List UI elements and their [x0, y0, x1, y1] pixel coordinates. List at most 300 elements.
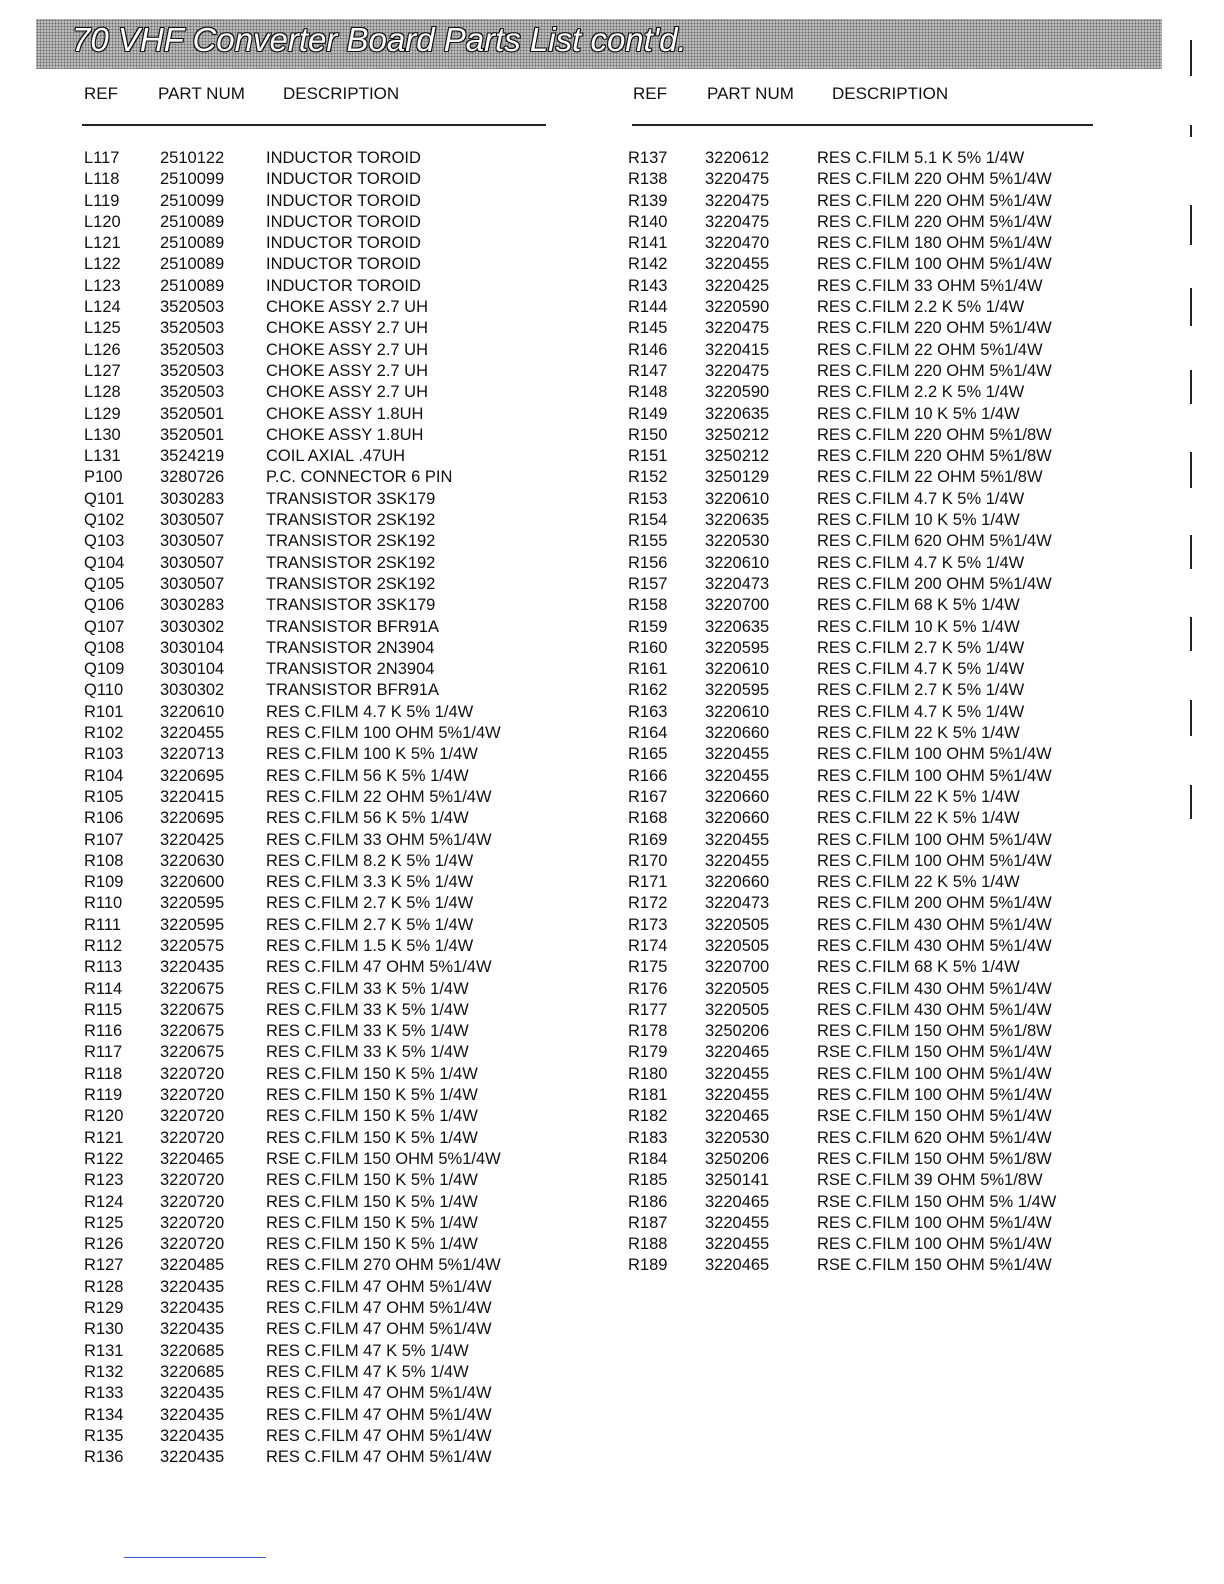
part-description: RES C.FILM 220 OHM 5%1/4W — [817, 191, 1052, 210]
part-ref: L124 — [84, 298, 121, 317]
parts-row — [84, 467, 564, 488]
part-number: 3030104 — [160, 660, 225, 679]
part-description: RES C.FILM 10 K 5% 1/4W — [817, 511, 1020, 530]
part-number: 3220465 — [705, 1256, 770, 1275]
part-description: RES C.FILM 33 K 5% 1/4W — [266, 1022, 469, 1041]
part-number: 3220713 — [160, 745, 225, 764]
part-ref: R109 — [84, 873, 124, 892]
part-ref: R157 — [628, 574, 668, 593]
parts-row — [628, 702, 1098, 723]
margin-tick — [1190, 40, 1192, 76]
part-description: RES C.FILM 150 K 5% 1/4W — [266, 1128, 478, 1147]
part-number: 3030507 — [160, 574, 225, 593]
parts-row — [628, 148, 1098, 169]
part-description: RES C.FILM 22 OHM 5%1/4W — [266, 787, 492, 806]
part-description: CHOKE ASSY 2.7 UH — [266, 361, 429, 380]
part-number: 3220505 — [705, 1000, 770, 1019]
parts-row — [84, 446, 564, 467]
parts-row — [84, 851, 564, 872]
part-number: 3220675 — [160, 1043, 225, 1062]
part-description: RSE C.FILM 150 OHM 5%1/4W — [817, 1107, 1052, 1126]
part-description: RES C.FILM 47 OHM 5%1/4W — [266, 1277, 492, 1296]
part-number: 3220720 — [160, 1171, 225, 1190]
part-ref: R172 — [628, 894, 668, 913]
part-ref: R162 — [628, 681, 668, 700]
part-number: 3220720 — [160, 1192, 225, 1211]
part-ref: Q102 — [84, 511, 125, 530]
part-ref: R117 — [84, 1043, 123, 1062]
parts-row — [628, 212, 1098, 233]
part-number: 3220695 — [160, 809, 225, 828]
part-description: RSE C.FILM 150 OHM 5% 1/4W — [817, 1192, 1057, 1211]
part-number: 3220470 — [705, 234, 770, 253]
part-description: CHOKE ASSY 1.8UH — [266, 404, 424, 423]
part-description: RES C.FILM 150 K 5% 1/4W — [266, 1171, 478, 1190]
part-number: 3220455 — [705, 1086, 770, 1105]
part-number: 3220595 — [160, 915, 225, 934]
parts-row — [84, 1149, 564, 1170]
part-number: 3220415 — [705, 340, 770, 359]
parts-row — [628, 766, 1098, 787]
part-ref: R108 — [84, 851, 124, 870]
part-ref: R138 — [628, 170, 668, 189]
parts-row — [84, 1405, 564, 1426]
part-ref: R128 — [84, 1277, 124, 1296]
parts-row — [84, 297, 564, 318]
part-description: RES C.FILM 220 OHM 5%1/8W — [817, 447, 1052, 466]
part-description: RES C.FILM 430 OHM 5%1/4W — [817, 936, 1052, 955]
part-ref: R147 — [628, 361, 668, 380]
part-number: 3220635 — [705, 511, 770, 530]
part-ref: R156 — [628, 553, 668, 572]
part-description: TRANSISTOR 2SK192 — [266, 511, 436, 530]
part-number: 3220660 — [705, 809, 770, 828]
part-description: TRANSISTOR 3SK179 — [266, 596, 436, 615]
part-ref: L118 — [84, 170, 120, 189]
part-number: 3220595 — [705, 638, 770, 657]
parts-row — [84, 1362, 564, 1383]
part-ref: R124 — [84, 1192, 124, 1211]
part-description: RES C.FILM 47 OHM 5%1/4W — [266, 1320, 492, 1339]
part-ref: R179 — [628, 1043, 668, 1062]
part-number: 3220475 — [705, 361, 770, 380]
part-description: RES C.FILM 220 OHM 5%1/4W — [817, 319, 1052, 338]
part-description: RES C.FILM 4.7 K 5% 1/4W — [817, 702, 1025, 721]
part-number: 3220435 — [160, 1426, 225, 1445]
margin-mark — [1190, 452, 1192, 488]
part-ref: R146 — [628, 340, 668, 359]
parts-row — [84, 212, 564, 233]
part-number: 3220425 — [160, 830, 225, 849]
part-ref: R144 — [628, 298, 668, 317]
parts-row — [84, 915, 564, 936]
part-number: 2510122 — [160, 149, 225, 167]
part-number: 3220695 — [160, 766, 225, 785]
parts-row — [84, 361, 564, 382]
part-number: 3220675 — [160, 1022, 225, 1041]
part-description: RES C.FILM 150 K 5% 1/4W — [266, 1107, 478, 1126]
part-number: 3220485 — [160, 1256, 225, 1275]
part-number: 3030283 — [160, 596, 225, 615]
part-number: 3520503 — [160, 383, 225, 402]
part-description: RES C.FILM 2.7 K 5% 1/4W — [817, 681, 1025, 700]
part-ref: R119 — [84, 1086, 123, 1105]
parts-row — [84, 595, 564, 616]
part-ref: Q108 — [84, 638, 125, 657]
part-ref: Q107 — [84, 617, 125, 636]
part-number: 3280726 — [160, 468, 225, 487]
parts-row — [84, 723, 564, 744]
part-description: RES C.FILM 270 OHM 5%1/4W — [266, 1256, 501, 1275]
part-number: 3220455 — [705, 1064, 770, 1083]
parts-row — [84, 1000, 564, 1021]
part-description: RES C.FILM 150 K 5% 1/4W — [266, 1213, 478, 1232]
part-description: INDUCTOR TOROID — [266, 212, 421, 231]
part-ref: R174 — [628, 936, 668, 955]
part-ref: R170 — [628, 851, 668, 870]
part-ref: R163 — [628, 702, 668, 721]
parts-row — [84, 872, 564, 893]
part-number: 3220720 — [160, 1086, 225, 1105]
part-description: RES C.FILM 100 OHM 5%1/4W — [817, 830, 1052, 849]
part-description: RES C.FILM 8.2 K 5% 1/4W — [266, 851, 474, 870]
part-description: RSE C.FILM 150 OHM 5%1/4W — [266, 1149, 501, 1168]
parts-row — [628, 723, 1098, 744]
part-number: 3030302 — [160, 681, 225, 700]
margin-mark — [1190, 617, 1192, 651]
parts-row — [84, 1106, 564, 1127]
part-number: 3220660 — [705, 873, 770, 892]
part-number: 3220455 — [705, 255, 770, 274]
part-number: 3220475 — [705, 170, 770, 189]
parts-row — [628, 1064, 1098, 1085]
part-number: 3220455 — [705, 766, 770, 785]
part-description: RES C.FILM 4.7 K 5% 1/4W — [817, 489, 1025, 508]
part-number: 3524219 — [160, 447, 225, 466]
part-ref: R129 — [84, 1299, 124, 1318]
part-description: INDUCTOR TOROID — [266, 234, 421, 253]
parts-row — [84, 169, 564, 190]
parts-row — [628, 872, 1098, 893]
part-description: RES C.FILM 430 OHM 5%1/4W — [817, 979, 1052, 998]
part-description: RES C.FILM 2.2 K 5% 1/4W — [817, 298, 1025, 317]
part-description: RES C.FILM 100 OHM 5%1/4W — [817, 255, 1052, 274]
part-number: 3220575 — [160, 936, 225, 955]
parts-row — [84, 1277, 564, 1298]
parts-row — [628, 191, 1098, 212]
parts-row — [628, 1255, 1098, 1276]
parts-row — [628, 531, 1098, 552]
part-description: RES C.FILM 220 OHM 5%1/8W — [817, 425, 1052, 444]
part-description: RES C.FILM 10 K 5% 1/4W — [817, 617, 1020, 636]
parts-row — [84, 574, 564, 595]
parts-row — [628, 467, 1098, 488]
parts-row — [628, 404, 1098, 425]
part-description: RES C.FILM 150 OHM 5%1/8W — [817, 1022, 1052, 1041]
parts-row — [628, 276, 1098, 297]
parts-row — [84, 1298, 564, 1319]
part-number: 3220595 — [160, 894, 225, 913]
part-number: 3220455 — [705, 851, 770, 870]
parts-row — [628, 1106, 1098, 1127]
part-number: 3220475 — [705, 319, 770, 338]
part-ref: R102 — [84, 724, 124, 743]
part-description: RES C.FILM 33 K 5% 1/4W — [266, 1000, 469, 1019]
part-description: RES C.FILM 47 OHM 5%1/4W — [266, 958, 492, 977]
part-number: 3220610 — [705, 489, 770, 508]
part-number: 3220720 — [160, 1064, 225, 1083]
parts-row — [628, 297, 1098, 318]
parts-row — [628, 340, 1098, 361]
parts-row — [84, 830, 564, 851]
part-description: RES C.FILM 200 OHM 5%1/4W — [817, 574, 1052, 593]
part-number: 3220635 — [705, 617, 770, 636]
parts-row — [84, 318, 564, 339]
part-ref: R116 — [84, 1022, 123, 1041]
part-description: RES C.FILM 3.3 K 5% 1/4W — [266, 873, 474, 892]
part-description: RES C.FILM 620 OHM 5%1/4W — [817, 532, 1052, 551]
part-ref: R183 — [628, 1128, 668, 1147]
part-number: 3220635 — [705, 404, 770, 423]
part-number: 3220425 — [705, 276, 770, 295]
part-ref: R167 — [628, 787, 668, 806]
part-ref: R166 — [628, 766, 668, 785]
parts-row — [84, 425, 564, 446]
part-ref: R106 — [84, 809, 124, 828]
part-description: RES C.FILM 100 OHM 5%1/4W — [817, 1235, 1052, 1254]
margin-mark — [1190, 125, 1192, 137]
part-ref: Q106 — [84, 596, 125, 615]
part-ref: R171 — [628, 873, 668, 892]
part-ref: R151 — [628, 447, 668, 466]
part-ref: L127 — [84, 361, 121, 380]
parts-row — [84, 510, 564, 531]
parts-row — [84, 1064, 564, 1085]
part-description: RES C.FILM 620 OHM 5%1/4W — [817, 1128, 1052, 1147]
part-description: P.C. CONNECTOR 6 PIN — [266, 468, 453, 487]
part-ref: L117 — [84, 149, 120, 167]
parts-row — [628, 957, 1098, 978]
parts-row — [84, 1021, 564, 1042]
part-ref: R181 — [628, 1086, 668, 1105]
part-number: 3520503 — [160, 340, 225, 359]
parts-row — [84, 1255, 564, 1276]
parts-row — [628, 744, 1098, 765]
part-number: 3220455 — [705, 830, 770, 849]
part-description: CHOKE ASSY 2.7 UH — [266, 383, 429, 402]
part-ref: R101 — [84, 702, 124, 721]
part-number: 3220435 — [160, 1320, 225, 1339]
margin-mark — [1190, 205, 1192, 245]
parts-row — [84, 1042, 564, 1063]
parts-row — [84, 254, 564, 275]
parts-row — [84, 1426, 564, 1447]
part-number: 3220455 — [705, 745, 770, 764]
part-description: RES C.FILM 100 K 5% 1/4W — [266, 745, 478, 764]
part-description: TRANSISTOR 2N3904 — [266, 660, 435, 679]
part-description: INDUCTOR TOROID — [266, 255, 421, 274]
part-ref: Q104 — [84, 553, 125, 572]
part-description: RES C.FILM 100 OHM 5%1/4W — [817, 851, 1052, 870]
part-number: 3520503 — [160, 361, 225, 380]
part-number: 2510099 — [160, 170, 225, 189]
part-description: RES C.FILM 47 OHM 5%1/4W — [266, 1384, 492, 1403]
part-ref: L125 — [84, 319, 121, 338]
parts-row — [628, 851, 1098, 872]
parts-row — [628, 808, 1098, 829]
right-header-ref: REF — [633, 84, 667, 103]
part-number: 3220590 — [705, 383, 770, 402]
part-description: RES C.FILM 4.7 K 5% 1/4W — [817, 660, 1025, 679]
part-ref: R164 — [628, 724, 668, 743]
parts-row — [84, 638, 564, 659]
parts-row — [628, 425, 1098, 446]
part-description: RSE C.FILM 150 OHM 5%1/4W — [817, 1256, 1052, 1275]
part-ref: R154 — [628, 511, 668, 530]
part-description: TRANSISTOR 2SK192 — [266, 553, 436, 572]
part-ref: R115 — [84, 1000, 123, 1019]
part-ref: R177 — [628, 1000, 668, 1019]
part-description: TRANSISTOR 3SK179 — [266, 489, 436, 508]
part-number: 3250206 — [705, 1149, 770, 1168]
parts-row — [628, 510, 1098, 531]
part-ref: R114 — [84, 979, 123, 998]
part-ref: Q101 — [84, 489, 125, 508]
right-header-description: DESCRIPTION — [832, 84, 949, 103]
part-description: RES C.FILM 10 K 5% 1/4W — [817, 404, 1020, 423]
part-ref: R127 — [84, 1256, 124, 1275]
part-ref: R113 — [84, 958, 123, 977]
part-ref: R134 — [84, 1405, 124, 1424]
part-description: RES C.FILM 33 OHM 5%1/4W — [266, 830, 492, 849]
part-number: 3030507 — [160, 553, 225, 572]
part-number: 3220455 — [705, 1213, 770, 1232]
parts-row — [628, 318, 1098, 339]
part-number: 3220610 — [705, 702, 770, 721]
left-header-ref: REF — [84, 84, 118, 103]
part-ref: R133 — [84, 1384, 124, 1403]
part-description: RES C.FILM 220 OHM 5%1/4W — [817, 361, 1052, 380]
part-description: RES C.FILM 5.1 K 5% 1/4W — [817, 149, 1025, 167]
part-number: 2510099 — [160, 191, 225, 210]
part-ref: R105 — [84, 787, 124, 806]
parts-row — [84, 680, 564, 701]
part-number: 3220415 — [160, 787, 225, 806]
part-number: 3030507 — [160, 532, 225, 551]
part-number: 3520503 — [160, 319, 225, 338]
part-number: 3220505 — [705, 915, 770, 934]
part-number: 3220530 — [705, 532, 770, 551]
part-description: RES C.FILM 22 K 5% 1/4W — [817, 724, 1020, 743]
part-description: RES C.FILM 150 K 5% 1/4W — [266, 1086, 478, 1105]
part-number: 3220475 — [705, 212, 770, 231]
part-ref: L119 — [84, 191, 120, 210]
parts-row — [84, 1170, 564, 1191]
parts-row — [84, 1085, 564, 1106]
part-description: RES C.FILM 180 OHM 5%1/4W — [817, 234, 1052, 253]
parts-row — [84, 957, 564, 978]
part-description: INDUCTOR TOROID — [266, 149, 421, 167]
part-description: RES C.FILM 33 K 5% 1/4W — [266, 979, 469, 998]
part-description: RES C.FILM 47 OHM 5%1/4W — [266, 1448, 492, 1467]
part-number: 3220465 — [705, 1107, 770, 1126]
part-number: 3220630 — [160, 851, 225, 870]
parts-row — [628, 830, 1098, 851]
part-description: RES C.FILM 68 K 5% 1/4W — [817, 958, 1020, 977]
part-description: RES C.FILM 150 K 5% 1/4W — [266, 1235, 478, 1254]
part-number: 3220675 — [160, 1000, 225, 1019]
part-description: RES C.FILM 68 K 5% 1/4W — [817, 596, 1020, 615]
part-number: 3220595 — [705, 681, 770, 700]
part-description: RES C.FILM 150 K 5% 1/4W — [266, 1192, 478, 1211]
part-number: 3220465 — [160, 1149, 225, 1168]
part-description: RES C.FILM 220 OHM 5%1/4W — [817, 170, 1052, 189]
parts-row — [628, 1042, 1098, 1063]
part-number: 3220455 — [160, 724, 225, 743]
part-description: RES C.FILM 150 K 5% 1/4W — [266, 1064, 478, 1083]
part-description: TRANSISTOR 2SK192 — [266, 574, 436, 593]
parts-row — [628, 1213, 1098, 1234]
part-ref: R112 — [84, 936, 123, 955]
part-number: 3030283 — [160, 489, 225, 508]
part-ref: R159 — [628, 617, 668, 636]
part-description: CHOKE ASSY 2.7 UH — [266, 319, 429, 338]
part-ref: R153 — [628, 489, 668, 508]
parts-row — [628, 574, 1098, 595]
parts-row — [84, 808, 564, 829]
part-ref: R136 — [84, 1448, 124, 1467]
parts-row — [84, 766, 564, 787]
part-ref: R176 — [628, 979, 668, 998]
part-ref: R131 — [84, 1341, 124, 1360]
part-description: RSE C.FILM 150 OHM 5%1/4W — [817, 1043, 1052, 1062]
part-number: 3220473 — [705, 574, 770, 593]
left-header-part-num: PART NUM — [158, 84, 245, 103]
part-description: RES C.FILM 100 OHM 5%1/4W — [817, 766, 1052, 785]
part-number: 3030302 — [160, 617, 225, 636]
parts-row — [84, 1128, 564, 1149]
part-ref: R130 — [84, 1320, 124, 1339]
parts-row — [84, 1447, 564, 1468]
part-ref: R180 — [628, 1064, 668, 1083]
part-description: RES C.FILM 2.7 K 5% 1/4W — [266, 915, 474, 934]
part-number: 3220435 — [160, 1277, 225, 1296]
left-header-rule — [82, 124, 546, 126]
parts-row — [84, 531, 564, 552]
parts-row — [84, 553, 564, 574]
part-ref: P100 — [84, 468, 123, 487]
part-ref: L122 — [84, 255, 121, 274]
parts-row — [628, 915, 1098, 936]
part-number: 3220610 — [160, 702, 225, 721]
part-description: CHOKE ASSY 2.7 UH — [266, 340, 429, 359]
part-number: 3030507 — [160, 511, 225, 530]
part-description: RES C.FILM 56 K 5% 1/4W — [266, 809, 469, 828]
parts-row — [84, 489, 564, 510]
part-description: RES C.FILM 22 K 5% 1/4W — [817, 809, 1020, 828]
part-description: RES C.FILM 4.7 K 5% 1/4W — [266, 702, 474, 721]
part-ref: L126 — [84, 340, 121, 359]
part-ref: Q103 — [84, 532, 125, 551]
parts-row — [628, 1149, 1098, 1170]
margin-mark — [1190, 535, 1192, 569]
part-number: 3250141 — [705, 1171, 770, 1190]
part-description: RES C.FILM 47 OHM 5%1/4W — [266, 1299, 492, 1318]
parts-row — [84, 1234, 564, 1255]
part-number: 3220473 — [705, 894, 770, 913]
margin-mark — [1190, 785, 1192, 819]
part-number: 3250129 — [705, 468, 770, 487]
